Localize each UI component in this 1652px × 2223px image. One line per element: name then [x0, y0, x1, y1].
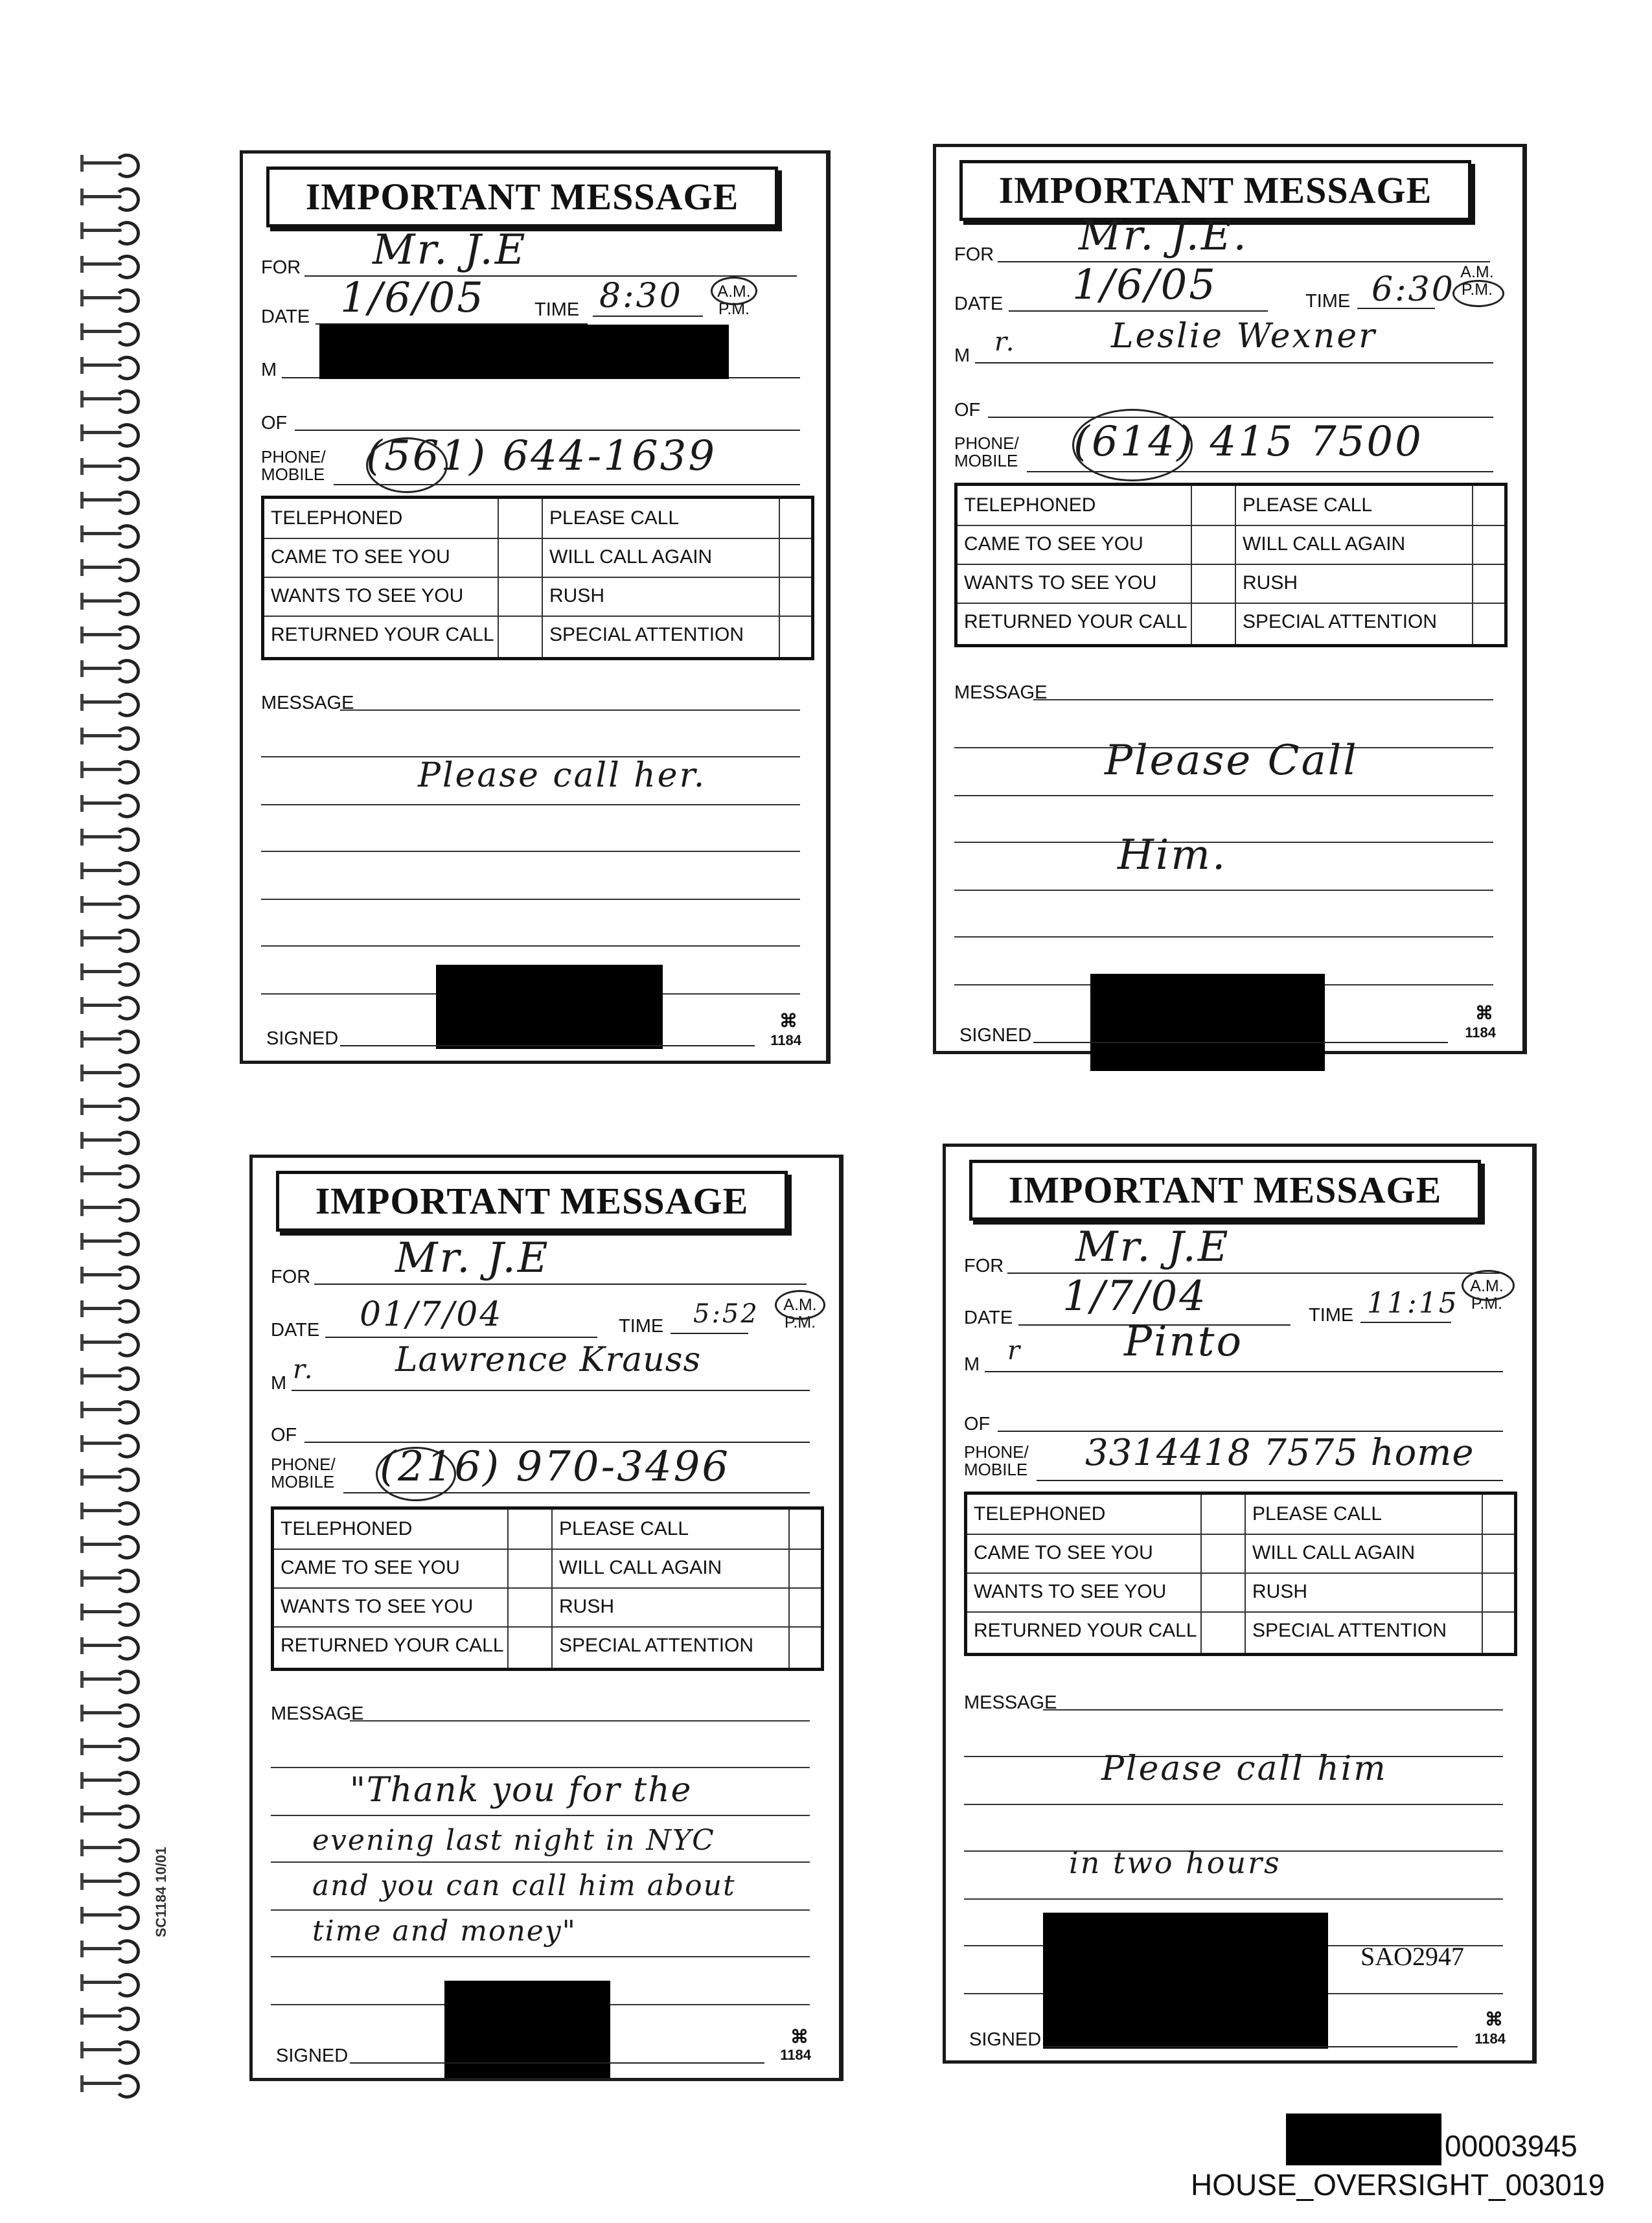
for-label: FOR	[261, 257, 301, 278]
date-label: DATE	[271, 1320, 320, 1341]
time-label: TIME	[1309, 1305, 1354, 1326]
am-circle	[711, 277, 757, 305]
spiral-ring-icon	[76, 1466, 141, 1488]
m-label: M	[964, 1354, 980, 1375]
slip-title-box	[266, 167, 778, 227]
area-code-circle	[376, 1447, 456, 1501]
for-value: Mr. J.E	[395, 1234, 550, 1282]
spiral-ring-icon	[76, 1365, 141, 1387]
form-number: 1184	[780, 2047, 811, 2063]
spiral-ring-icon	[76, 1837, 141, 1859]
spiral-ring-icon	[76, 961, 141, 983]
message-line-2: in two hours	[1069, 1845, 1281, 1880]
spiral-ring-icon	[76, 287, 141, 309]
bates-number: 00003945	[1445, 2129, 1577, 2163]
time-value: 11:15	[1367, 1287, 1459, 1320]
message-slip-4: IMPORTANT MESSAGE FOR Mr. J.E DATE 1/7/04 TIME 11:15 A.M. P.M. M r Pinto OF PHONE/ MOBILE 3314418 7575 home TELEPHONED PLEASE CALL CAME TO SEE YOU WILL CALL AGAIN WANTS TO SEE YOU RUSH RETURNED YOUR CALL SPECIAL ATTENTION MESSAGE Please call him in two hours SAO2947 SIGNED ⌘ 1184	[943, 1144, 1537, 2064]
message-line-1: Please Call	[1105, 737, 1359, 785]
spiral-ring-icon	[76, 2073, 141, 2095]
for-label: FOR	[954, 244, 994, 265]
spiral-ring-icon	[76, 1298, 141, 1320]
signed-label: SIGNED	[969, 2029, 1042, 2050]
spiral-ring-icon	[76, 1028, 141, 1050]
spiral-ring-icon	[76, 1129, 141, 1151]
spiral-ring-icon	[76, 388, 141, 410]
pm-circle	[1452, 280, 1504, 307]
spiral-ring-icon	[76, 1197, 141, 1219]
message-line-4: time and money"	[312, 1915, 577, 1948]
phone-label: PHONE/ MOBILE	[964, 1442, 1029, 1479]
date-value: 1/7/04	[1062, 1273, 1208, 1320]
slip-title-box	[969, 1160, 1481, 1221]
spiral-ring-icon	[76, 1769, 141, 1791]
redaction-bar	[1090, 974, 1325, 1071]
spiral-ring-icon	[76, 1635, 141, 1657]
for-value: Mr. J.E	[1075, 1223, 1230, 1271]
bates-label: HOUSE_OVERSIGHT_003019	[1191, 2168, 1605, 2202]
redaction-bar	[436, 965, 663, 1049]
signed-label: SIGNED	[959, 1025, 1032, 1046]
spiral-ring-icon	[76, 1601, 141, 1623]
redaction-bar	[1043, 1913, 1328, 2049]
of-label: OF	[954, 400, 981, 420]
spiral-ring-icon	[76, 1668, 141, 1690]
of-label: OF	[261, 413, 288, 433]
ampm: A.M. P.M.	[783, 1296, 817, 1331]
of-label: OF	[271, 1425, 297, 1446]
date-value: 1/6/05	[340, 274, 485, 322]
message-line-2: Him.	[1118, 831, 1228, 879]
date-label: DATE	[954, 294, 1004, 314]
date-value: 01/7/04	[360, 1295, 503, 1334]
phone-value: 3314418 7575 home	[1085, 1432, 1474, 1474]
m-prefix: r	[1007, 1336, 1022, 1366]
spiral-ring-icon	[76, 1230, 141, 1252]
spiral-ring-icon	[76, 2005, 141, 2027]
of-label: OF	[964, 1414, 991, 1434]
spiral-ring-icon	[76, 1096, 141, 1118]
spiral-ring-icon	[76, 826, 141, 848]
phone-label: PHONE/ MOBILE	[261, 447, 326, 484]
for-label: FOR	[964, 1256, 1004, 1276]
spiral-ring-icon	[76, 893, 141, 916]
spiral-ring-icon	[76, 1433, 141, 1455]
spiral-form-code: SC1184 10/01	[153, 1847, 169, 1937]
spiral-ring-icon	[76, 1062, 141, 1084]
spiral-binding	[76, 152, 148, 2115]
spiral-ring-icon	[76, 1163, 141, 1185]
phone-label: PHONE/ MOBILE	[954, 433, 1019, 470]
spiral-ring-icon	[76, 1972, 141, 1994]
spiral-ring-icon	[76, 1702, 141, 1724]
am-circle	[1462, 1270, 1515, 1301]
time-value: 8:30	[599, 277, 683, 316]
for-label: FOR	[271, 1267, 311, 1287]
m-name: Lawrence Krauss	[395, 1341, 702, 1379]
spiral-ring-icon	[76, 590, 141, 612]
form-logo-icon: ⌘	[779, 1011, 797, 1031]
spiral-ring-icon	[76, 523, 141, 545]
message-line-1: Please call him	[1101, 1749, 1388, 1788]
message-slip-2: IMPORTANT MESSAGE FOR Mr. J.E. DATE 1/6/05 TIME 6:30 A.M. P.M. M r. Leslie Wexner OF PHONE/ MOBILE (614) 415 7500 TELEPHONED PLEASE CALL CAME TO SEE YOU WILL CALL AGAIN WANTS TO SEE YOU RUSH RETURNED YOUR CALL SPECIAL ATTENTION MESSAGE Please Call Him. SIGNED ⌘ 1184	[933, 144, 1527, 1054]
area-code-circle	[1072, 409, 1193, 481]
m-label: M	[261, 360, 277, 380]
m-label: M	[954, 345, 970, 366]
document-stamp: SAO2947	[1360, 1942, 1465, 1971]
slip-title-box	[276, 1171, 788, 1232]
spiral-ring-icon	[76, 1264, 141, 1286]
redaction-bar	[1286, 2114, 1441, 2165]
message-slip-3: IMPORTANT MESSAGE FOR Mr. J.E DATE 01/7/04 TIME 5:52 A.M. P.M. M r. Lawrence Krauss OF PHONE/ MOBILE (216) 970-3496 TELEPHONED PLEASE CALL CAME TO SEE YOU WILL CALL AGAIN WANTS TO SEE YOU RUSH RETURNED YOUR CALL SPECIAL ATTENTION MESSAGE "Thank you for the evening last night in NYC and you can call him about time and money" SIGNED ⌘ 1184	[249, 1155, 843, 2081]
signed-label: SIGNED	[276, 2045, 349, 2066]
ampm: A.M. P.M.	[717, 282, 751, 318]
spiral-ring-icon	[76, 186, 141, 208]
spiral-ring-icon	[76, 152, 141, 174]
spiral-ring-icon	[76, 792, 141, 814]
time-value: 6:30	[1371, 270, 1455, 309]
phone-value: (561) 644-1639	[366, 432, 717, 480]
spiral-ring-icon	[76, 1399, 141, 1421]
for-value: Mr. J.E	[373, 226, 527, 274]
spiral-ring-icon	[76, 1803, 141, 1825]
m-label: M	[271, 1373, 287, 1394]
am-circle	[775, 1290, 825, 1320]
message-line-2: evening last night in NYC	[312, 1824, 715, 1857]
spiral-ring-icon	[76, 1500, 141, 1522]
spiral-ring-icon	[76, 557, 141, 579]
slip-title: IMPORTANT MESSAGE	[305, 176, 739, 218]
m-name: Pinto	[1124, 1318, 1243, 1366]
time-label: TIME	[619, 1316, 664, 1337]
message-slip-1: IMPORTANT MESSAGE FOR Mr. J.E DATE 1/6/05 TIME 8:30 A.M. P.M. M OF PHONE/ MOBILE (561) 644-1639 TELEPHONED PLEASE CALL CAME TO SEE YOU WILL CALL AGAIN WANTS TO SEE YOU RUSH RETURNED YOUR CALL SPECIAL ATTENTION MESSAGE Please call her. SIGNED ⌘ 1184	[240, 150, 831, 1064]
spiral-ring-icon	[76, 691, 141, 713]
spiral-ring-icon	[76, 1736, 141, 1758]
spiral-ring-icon	[76, 1331, 141, 1353]
time-label: TIME	[534, 299, 580, 320]
message-line-1: "Thank you for the	[350, 1771, 693, 1810]
date-label: DATE	[261, 306, 310, 327]
time-value: 5:52	[693, 1299, 759, 1329]
message-label: MESSAGE	[964, 1692, 1057, 1713]
date-value: 1/6/05	[1072, 261, 1217, 309]
m-prefix: r.	[994, 327, 1016, 357]
m-name: Leslie Wexner	[1111, 317, 1377, 356]
spiral-ring-icon	[76, 624, 141, 646]
redaction-bar	[319, 325, 729, 379]
slip-title: IMPORTANT MESSAGE	[998, 169, 1432, 211]
message-label: MESSAGE	[271, 1703, 364, 1724]
spiral-ring-icon	[76, 1534, 141, 1556]
message-label: MESSAGE	[954, 682, 1048, 703]
message-label: MESSAGE	[261, 693, 354, 713]
phone-value: (614) 415 7500	[1073, 418, 1423, 466]
form-number: 1184	[770, 1032, 801, 1048]
phone-value: (216) 970-3496	[380, 1443, 731, 1491]
form-number: 1184	[1474, 2031, 1506, 2047]
time-label: TIME	[1305, 291, 1351, 312]
form-logo-icon: ⌘	[1475, 1003, 1493, 1023]
form-number: 1184	[1465, 1024, 1496, 1041]
spiral-ring-icon	[76, 725, 141, 747]
spiral-ring-icon	[76, 220, 141, 242]
form-logo-icon: ⌘	[1485, 2009, 1503, 2029]
for-value: Mr. J.E.	[1079, 212, 1248, 260]
date-label: DATE	[964, 1307, 1013, 1328]
spiral-ring-icon	[76, 759, 141, 781]
spiral-ring-icon	[76, 455, 141, 478]
spiral-ring-icon	[76, 995, 141, 1017]
m-prefix: r.	[293, 1355, 315, 1385]
phone-label: PHONE/ MOBILE	[271, 1455, 336, 1492]
spiral-ring-icon	[76, 354, 141, 376]
spiral-ring-icon	[76, 489, 141, 511]
spiral-ring-icon	[76, 253, 141, 275]
ampm: A.M. P.M.	[1470, 1277, 1504, 1313]
area-code-circle	[366, 437, 448, 493]
spiral-ring-icon	[76, 422, 141, 444]
slip-title: IMPORTANT MESSAGE	[315, 1180, 749, 1222]
spiral-ring-icon	[76, 658, 141, 680]
spiral-ring-icon	[76, 2039, 141, 2061]
spiral-ring-icon	[76, 1904, 141, 1926]
signed-label: SIGNED	[266, 1028, 339, 1049]
message-line-3: and you can call him about	[312, 1869, 736, 1902]
spiral-ring-icon	[76, 1938, 141, 1960]
spiral-ring-icon	[76, 1871, 141, 1893]
spiral-ring-icon	[76, 321, 141, 343]
spiral-ring-icon	[76, 927, 141, 949]
form-logo-icon: ⌘	[790, 2027, 809, 2047]
ampm: A.M. P.M.	[1460, 263, 1494, 299]
slip-title: IMPORTANT MESSAGE	[1008, 1169, 1442, 1211]
message-line-1: Please call her.	[418, 756, 707, 795]
spiral-ring-icon	[76, 1567, 141, 1589]
spiral-ring-icon	[76, 860, 141, 882]
